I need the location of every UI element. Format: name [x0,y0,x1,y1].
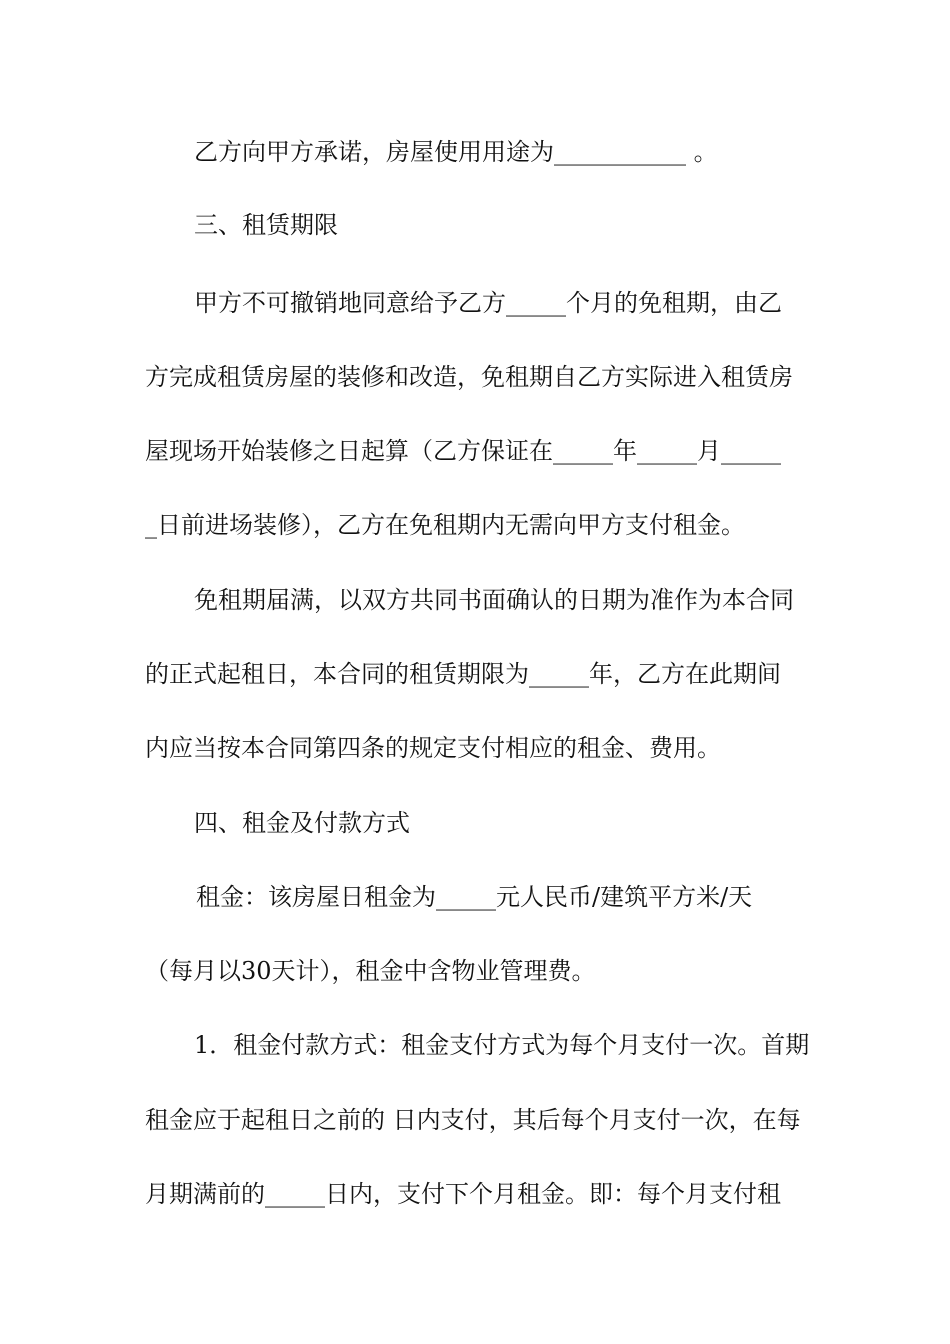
paragraph-line: （每月以30天计），租金中含物业管理费。 [145,957,596,985]
paragraph-line: 租金应于起租日之前的 日内支付，其后每个月支付一次，在每 [145,1106,801,1134]
section-heading: 四、租金及付款方式 [194,809,410,837]
paragraph-line: _日前进场装修），乙方在免租期内无需向甲方支付租金。 [145,511,745,539]
paragraph-line: 屋现场开始装修之日起算（乙方保证在_____年_____月_____ [145,437,781,465]
section-heading: 三、租赁期限 [194,211,338,239]
paragraph-line: 1．租金付款方式：租金支付方式为每个月支付一次。首期 [194,1031,810,1059]
paragraph-line: 方完成租赁房屋的装修和改造，免租期自乙方实际进入租赁房 [145,363,793,391]
paragraph-line: 的正式起租日，本合同的租赁期限为_____年，乙方在此期间 [145,660,781,688]
paragraph-line: 甲方不可撤销地同意给予乙方_____个月的免租期，由乙 [194,289,782,317]
paragraph-line: 免租期届满，以双方共同书面确认的日期为准作为本合同 [194,586,794,614]
paragraph-line: 月期满前的_____日内，支付下个月租金。即：每个月支付租 [145,1180,781,1208]
paragraph-line: 乙方向甲方承诺，房屋使用用途为___________ 。 [194,138,718,166]
paragraph-line: 内应当按本合同第四条的规定支付相应的租金、费用。 [145,734,721,762]
paragraph-line: 租金：该房屋日租金为_____元人民币/建筑平方米/天 [196,883,753,911]
